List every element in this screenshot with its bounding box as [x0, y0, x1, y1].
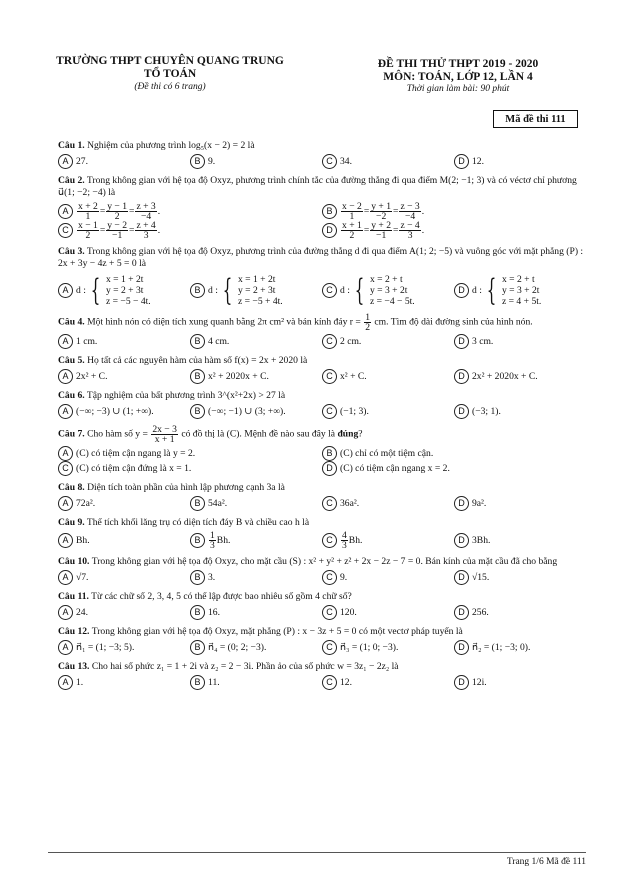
option-text: 1 cm.: [76, 336, 98, 347]
option-letter: C: [322, 605, 337, 620]
option-letter: D: [454, 283, 469, 298]
option-letter: B: [190, 154, 205, 169]
option-letter: C: [322, 496, 337, 511]
option-d[interactable]: [454, 675, 586, 690]
option-text: (C) có tiệm cận đứng là x = 1.: [76, 463, 192, 474]
question-label: Câu 9.: [58, 517, 85, 528]
option-letter: D: [322, 223, 337, 238]
option-text: x² + 2020x + C.: [208, 371, 269, 382]
option-b[interactable]: [190, 369, 322, 384]
option-letter: D: [454, 334, 469, 349]
option-text: 16.: [208, 607, 220, 618]
question-label: Câu 6.: [58, 390, 85, 401]
option-letter: B: [190, 369, 205, 384]
option-letter: A: [58, 283, 73, 298]
fraction: $\frac{x + 1}{2}$: [342, 220, 362, 241]
option-text: (−∞; −3) ∪ (1; +∞).: [76, 406, 154, 417]
option-letter: C: [322, 570, 337, 585]
option-text: 3 cm.: [472, 336, 494, 347]
question-label: Câu 2.: [58, 175, 85, 186]
option-b[interactable]: [190, 154, 322, 169]
option-letter: D: [454, 640, 469, 655]
option-a[interactable]: [58, 570, 190, 585]
option-letter: D: [454, 404, 469, 419]
option-letter: B: [322, 446, 337, 461]
question-10: [58, 556, 586, 585]
option-letter: D: [454, 154, 469, 169]
question-text: Trong không gian với hệ tọa độ Oxyz, phương trình của đường thẳng d đi qua điểm A(1; 2; −5) và vuông góc với mặt phẳng (P) : 2x + 3y − 4z + 5 = 0 là: [58, 246, 584, 269]
option-c[interactable]: [322, 334, 454, 349]
option-d[interactable]: [454, 570, 586, 585]
option-letter: D: [454, 533, 469, 548]
page-footer: Trang 1/6 Mã đề 111: [506, 857, 586, 867]
option-text: n⃗₁ = (1; −3; 5).: [76, 642, 135, 653]
option-d[interactable]: [454, 369, 586, 384]
option-c[interactable]: [322, 531, 454, 550]
question-text: Họ tất cả các nguyên hàm của hàm số f(x) = 2x + 2020 là: [87, 355, 308, 366]
option-letter: A: [58, 675, 73, 690]
option-text: (C) chỉ có một tiệm cận.: [340, 448, 434, 459]
option-letter: B: [190, 675, 205, 690]
option-b[interactable]: [190, 570, 322, 585]
option-letter: C: [58, 461, 73, 476]
option-b[interactable]: [190, 675, 322, 690]
option-a[interactable]: [58, 496, 190, 511]
option-b[interactable]: [190, 334, 322, 349]
fraction: $\frac{z + 3}{-4}$: [136, 201, 156, 222]
option-letter: A: [58, 605, 73, 620]
option-b[interactable]: [190, 640, 322, 655]
option-text: 3Bh.: [472, 535, 491, 546]
question-text: ?: [358, 428, 363, 440]
option-letter: D: [454, 369, 469, 384]
option-a[interactable]: [58, 334, 190, 349]
option-d[interactable]: [454, 334, 586, 349]
option-letter: B: [190, 334, 205, 349]
question-text: Trong không gian với hệ tọa độ Oxyz, mặt phẳng (P) : x − 3z + 5 = 0 có một vectơ pháp tuyến là: [91, 626, 463, 637]
question-label: Câu 13.: [58, 661, 90, 672]
option-letter: A: [58, 570, 73, 585]
option-b[interactable]: [322, 446, 586, 461]
option-letter: C: [322, 404, 337, 419]
option-b[interactable]: B $\frac{x - 2}{1}$ = $\frac{y + 1}{-2}$ = $\frac{z - 3}{-4}$ .: [322, 202, 586, 221]
option-text: 256.: [472, 607, 489, 618]
brace: {: [486, 272, 497, 308]
option-letter: A: [58, 446, 73, 461]
option-text: 3.: [208, 572, 216, 583]
fraction: $\frac{4}{3}$: [342, 530, 347, 551]
header-right: [338, 58, 578, 96]
option-letter: B: [322, 204, 337, 219]
question-label: Câu 5.: [58, 355, 85, 366]
option-text: Bh.: [216, 535, 231, 546]
option-text: 4 cm.: [208, 336, 230, 347]
question-5: [58, 355, 586, 384]
question-text: Nghiệm của phương trình log₅(x − 2) = 2 là: [87, 140, 255, 151]
option-b[interactable]: [190, 496, 322, 511]
question-6: [58, 390, 586, 419]
option-a[interactable]: [58, 369, 190, 384]
option-text: (−3; 1).: [472, 406, 501, 417]
option-letter: B: [190, 404, 205, 419]
question-2: [58, 175, 586, 240]
question-label: Câu 8.: [58, 482, 85, 493]
option-letter: C: [322, 533, 337, 548]
question-text: Từ các chữ số 2, 3, 4, 5 có thể lập được bao nhiêu số gồm 4 chữ số?: [91, 591, 352, 602]
option-text: 9a².: [472, 498, 487, 509]
option-letter: B: [190, 533, 205, 548]
option-letter: C: [322, 675, 337, 690]
school-name: TRƯỜNG THPT CHUYÊN QUANG TRUNG: [56, 55, 284, 67]
fraction: $\frac{z + 4}{3}$: [136, 220, 156, 241]
question-label: Câu 11.: [58, 591, 89, 602]
fraction: $\frac{z - 3}{-4}$: [400, 201, 420, 222]
question-text: Cho hàm số y =: [87, 428, 148, 440]
question-label: Câu 7.: [58, 428, 85, 440]
exam-code-box: Mã đề thi 111: [493, 110, 578, 128]
option-text: 34.: [340, 156, 352, 167]
option-text: 12i.: [472, 677, 487, 688]
question-text: Tập nghiệm của bất phương trình 3^(x²+2x) > 27 là: [86, 390, 286, 401]
line-name: d :: [76, 285, 86, 296]
option-a[interactable]: [58, 605, 190, 620]
option-c[interactable]: [58, 461, 322, 476]
option-letter: D: [454, 496, 469, 511]
option-letter: C: [322, 369, 337, 384]
option-c[interactable]: [322, 369, 454, 384]
option-d[interactable]: [454, 404, 586, 419]
option-b[interactable]: [190, 605, 322, 620]
option-text: 72a².: [76, 498, 96, 509]
option-letter: A: [58, 204, 73, 219]
option-b[interactable]: [190, 404, 322, 419]
option-letter: D: [454, 570, 469, 585]
fraction: $\frac{y + 1}{-2}$: [371, 201, 392, 222]
option-c[interactable]: [322, 640, 454, 655]
brace: {: [354, 272, 365, 308]
option-text: 12.: [340, 677, 352, 688]
exam-time: Thời gian làm bài: 90 phút: [406, 84, 510, 94]
option-b[interactable]: [190, 531, 322, 550]
option-d[interactable]: [454, 496, 586, 511]
option-letter: B: [190, 496, 205, 511]
option-a[interactable]: [58, 446, 322, 461]
question-label: Câu 4.: [58, 316, 85, 328]
question-9: [58, 517, 586, 550]
question-label: Câu 1.: [58, 140, 85, 151]
question-1: [58, 140, 586, 169]
fraction: $\frac{2x - 3}{x + 1}$: [152, 424, 177, 445]
option-text: 24.: [76, 607, 88, 618]
question-7: [58, 425, 586, 476]
option-c[interactable]: [322, 570, 454, 585]
option-text: (−1; 3).: [340, 406, 369, 417]
footer-divider: [48, 852, 586, 853]
option-letter: A: [58, 334, 73, 349]
option-text: 2x² + 2020x + C.: [472, 371, 538, 382]
option-text: 2x² + C.: [76, 371, 108, 382]
line-name: d :: [340, 285, 350, 296]
fraction: $\frac{x - 1}{2}$: [78, 220, 98, 241]
question-11: [58, 591, 586, 620]
option-c[interactable]: [322, 675, 454, 690]
option-letter: D: [322, 461, 337, 476]
question-text: Diện tích toàn phần của hình lập phương cạnh 3a là: [87, 482, 285, 493]
option-letter: C: [58, 223, 73, 238]
option-text: 12.: [472, 156, 484, 167]
option-d[interactable]: [454, 640, 586, 655]
option-letter: A: [58, 369, 73, 384]
option-a[interactable]: A $\frac{x + 2}{1}$ = $\frac{y - 1}{2}$ = $\frac{z + 3}{-4}$ .: [58, 202, 322, 221]
fraction: $\frac{1}{3}$: [210, 530, 215, 551]
line-name: d :: [208, 285, 218, 296]
option-d[interactable]: [454, 605, 586, 620]
question-text: có đồ thị là (C). Mệnh đề nào sau đây là: [181, 428, 336, 440]
question-text: Trong không gian với hệ tọa độ Oxyz, phương trình chính tắc của đường thẳng đi qua điểm M(2; −1; 3) và có véctơ chỉ phương u⃗(1; −2; −4) là: [58, 175, 577, 198]
option-letter: C: [322, 334, 337, 349]
option-c[interactable]: [322, 496, 454, 511]
header-left: [40, 55, 300, 94]
question-label: Câu 3.: [58, 246, 85, 257]
brace: {: [222, 272, 233, 308]
option-b[interactable]: B d : { x = 1 + 2t y = 2 + 3t z = −5 + 4t.: [190, 274, 322, 307]
option-text: 54a².: [208, 498, 228, 509]
question-4: [58, 313, 586, 349]
option-c[interactable]: [322, 404, 454, 419]
question-list: [58, 140, 586, 696]
option-a[interactable]: A d : { x = 1 + 2t y = 2 + 3t z = −5 − 4t.: [58, 274, 190, 307]
option-text: 9.: [208, 156, 216, 167]
option-letter: A: [58, 154, 73, 169]
option-letter: C: [322, 283, 337, 298]
brace: {: [90, 272, 101, 308]
exam-title: ĐỀ THI THỬ THPT 2019 - 2020: [377, 58, 539, 70]
option-text: n⃗₂ = (1; −3; 0).: [472, 642, 531, 653]
option-letter: A: [58, 496, 73, 511]
group-name: TỔ TOÁN: [143, 68, 197, 80]
option-c[interactable]: [322, 154, 454, 169]
fraction: $\frac{x - 2}{1}$: [342, 201, 362, 222]
question-13: [58, 661, 586, 690]
option-letter: D: [454, 675, 469, 690]
option-text: (C) có tiệm cận ngang x = 2.: [340, 463, 450, 474]
option-letter: B: [190, 570, 205, 585]
option-a[interactable]: [58, 675, 190, 690]
question-3: [58, 246, 586, 307]
option-a[interactable]: [58, 404, 190, 419]
option-text: x² + C.: [340, 371, 367, 382]
option-text: (C) có tiệm cận ngang là y = 2.: [76, 448, 196, 459]
question-label: Câu 12.: [58, 626, 90, 637]
option-a[interactable]: [58, 154, 190, 169]
option-c[interactable]: [322, 605, 454, 620]
question-text: Một hình nón có diện tích xung quanh bằng 2π cm² và bán kính đáy r =: [87, 316, 361, 328]
option-letter: C: [322, 640, 337, 655]
option-c[interactable]: C $\frac{x - 1}{2}$ = $\frac{y - 2}{-1}$ = $\frac{z + 4}{3}$ .: [58, 221, 322, 240]
option-a[interactable]: [58, 531, 190, 550]
option-text: 27.: [76, 156, 88, 167]
option-text: 2 cm.: [340, 336, 362, 347]
option-letter: A: [58, 640, 73, 655]
emphasis-text: đúng: [337, 428, 359, 440]
fraction: $\frac{y + 2}{-1}$: [371, 220, 392, 241]
option-d[interactable]: D d : { x = 2 + t y = 3 + 2t z = 4 + 5t.: [454, 274, 586, 307]
option-text: Bh.: [76, 535, 90, 546]
option-text: Bh.: [348, 535, 363, 546]
fraction: $\frac{1}{2}$: [365, 312, 370, 333]
question-text: Trong không gian với hệ tọa độ Oxyz, cho mặt cầu (S) : x² + y² + z² + 2x − 2z − 7 = 0. Bán kính của mặt cầu đã cho bằng: [91, 556, 558, 567]
option-letter: B: [190, 605, 205, 620]
pages-note: (Đề thi có 6 trang): [134, 82, 206, 92]
option-text: 1.: [76, 677, 84, 688]
question-8: [58, 482, 586, 511]
line-name: d :: [472, 285, 482, 296]
option-text: (−∞; −1) ∪ (3; +∞).: [208, 406, 286, 417]
fraction: $\frac{z - 4}{3}$: [400, 220, 420, 241]
option-a[interactable]: [58, 640, 190, 655]
option-d[interactable]: [454, 154, 586, 169]
option-d[interactable]: [322, 461, 586, 476]
option-letter: D: [454, 605, 469, 620]
option-d[interactable]: D $\frac{x + 1}{2}$ = $\frac{y + 2}{-1}$ = $\frac{z - 4}{3}$ .: [322, 221, 586, 240]
option-d[interactable]: [454, 531, 586, 550]
option-letter: A: [58, 404, 73, 419]
option-letter: B: [190, 640, 205, 655]
fraction: $\frac{x + 2}{1}$: [78, 201, 98, 222]
option-letter: B: [190, 283, 205, 298]
question-text: cm. Tìm độ dài đường sinh của hình nón.: [374, 316, 533, 328]
option-text: n⃗₃ = (1; 0; −3).: [340, 642, 399, 653]
option-letter: A: [58, 533, 73, 548]
option-text: √15.: [472, 572, 490, 583]
option-letter: C: [322, 154, 337, 169]
option-text: 11.: [208, 677, 220, 688]
question-text: Cho hai số phức z₁ = 1 + 2i và z₂ = 2 − 3i. Phần ảo của số phức w = 3z₁ − 2z₂ là: [91, 661, 399, 672]
question-text: Thể tích khối lăng trụ có diện tích đáy B và chiều cao h là: [86, 517, 310, 528]
option-text: 120.: [340, 607, 357, 618]
question-label: Câu 10.: [58, 556, 90, 567]
option-text: 36a².: [340, 498, 360, 509]
fraction: $\frac{y - 1}{2}$: [107, 201, 128, 222]
question-12: [58, 626, 586, 655]
option-c[interactable]: C d : { x = 2 + t y = 3 + 2t z = −4 − 5t.: [322, 274, 454, 307]
option-text: n⃗₄ = (0; 2; −3).: [208, 642, 267, 653]
fraction: $\frac{y - 2}{-1}$: [107, 220, 128, 241]
exam-subject: MÔN: TOÁN, LỚP 12, LẦN 4: [383, 70, 533, 83]
option-text: 9.: [340, 572, 348, 583]
option-text: √7.: [76, 572, 89, 583]
